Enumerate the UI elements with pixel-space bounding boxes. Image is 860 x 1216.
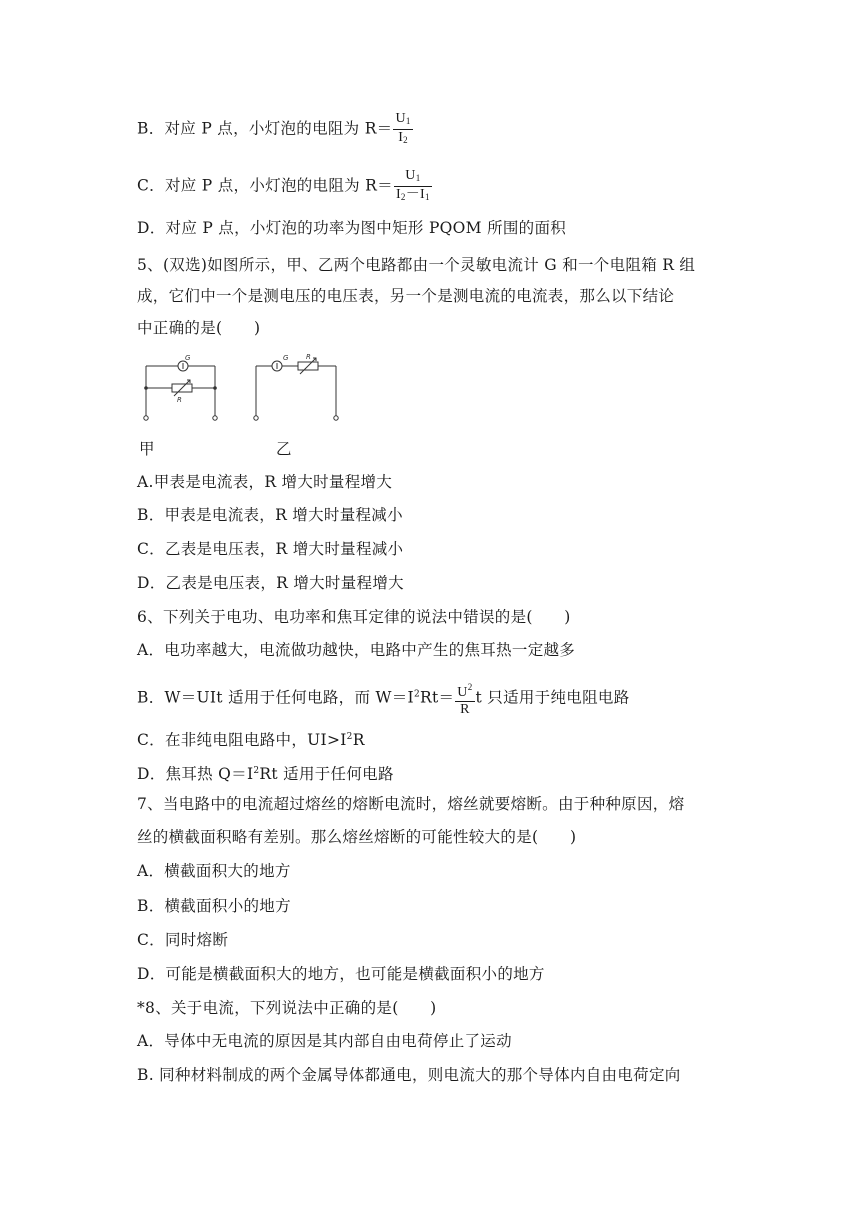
q7-stem-line1: 7、当电路中的电流超过熔丝的熔断电流时，熔丝就要熔断。由于种种原因，熔 bbox=[137, 795, 685, 813]
q6-option-c: C．在非纯电阻电路中，$UI>I^2R$ bbox=[137, 731, 365, 749]
q7-option-b: B．横截面积小的地方 bbox=[137, 897, 291, 915]
q6-stem: 6、下列关于电功、电功率和焦耳定律的说法中错误的是( ) bbox=[137, 608, 571, 626]
q7-stem-line2: 丝的横截面积略有差别。那么熔丝熔断的可能性较大的是( ) bbox=[137, 828, 577, 846]
q6-option-a: A．电功率越大，电流做功越快，电路中产生的焦耳热一定越多 bbox=[137, 641, 576, 659]
q5-stem-line3: 中正确的是( ) bbox=[137, 319, 261, 337]
q6-option-b: B．W＝UIt 适用于任何电路，而 $W=I^2Rt=$ $\frac{U^2}{R}$ t 只适用于纯电阻电路 bbox=[137, 679, 630, 718]
circuit-diagram-yi bbox=[250, 352, 346, 424]
q7-option-d: D．可能是横截面积大的地方，也可能是横截面积小的地方 bbox=[137, 965, 545, 983]
fraction-u2-over-r: $\frac{U^2}{R}$ bbox=[455, 679, 474, 718]
q5-option-c: C．乙表是电压表，R 增大时量程减小 bbox=[137, 540, 404, 558]
q5-option-d: D．乙表是电压表，R 增大时量程增大 bbox=[137, 574, 404, 592]
caption-jia: 甲 bbox=[139, 440, 155, 458]
fraction-u1-over-i2: $\frac{U_1}{I_2}$ bbox=[395, 111, 411, 145]
option-b-resistance: B．对应 P 点，小灯泡的电阻为 R＝ $\frac{U_1}{I_2}$ bbox=[137, 111, 414, 148]
q8-stem: *8、关于电流，下列说法中正确的是( ) bbox=[137, 999, 437, 1017]
svg-text:G: G bbox=[185, 354, 191, 362]
caption-yi: 乙 bbox=[276, 440, 292, 458]
svg-text:R: R bbox=[306, 353, 311, 361]
svg-text:R: R bbox=[177, 396, 182, 404]
q5-stem-line2: 成，它们中一个是测电压的电压表，另一个是测电流的电流表，那么以下结论 bbox=[137, 287, 675, 305]
q8-option-a: A．导体中无电流的原因是其内部自由电荷停止了运动 bbox=[137, 1032, 512, 1050]
q8-option-b: B. 同种材料制成的两个金属导体都通电，则电流大的那个导体内自由电荷定向 bbox=[137, 1066, 681, 1084]
q7-option-a: A．横截面积大的地方 bbox=[137, 862, 291, 880]
q5-stem-line1: 5、(双选)如图所示，甲、乙两个电路都由一个灵敏电流计 G 和一个电阻箱 R 组 bbox=[137, 256, 696, 274]
circuit-diagram-jia bbox=[138, 352, 222, 424]
q7-option-c: C．同时熔断 bbox=[137, 931, 229, 949]
option-c-resistance: C．对应 P 点，小灯泡的电阻为 R＝ $\frac{U_1}{I_2-I_1}$ bbox=[137, 168, 433, 205]
svg-text:G: G bbox=[283, 354, 289, 362]
option-d-power: D．对应 P 点，小灯泡的功率为图中矩形 PQOM 所围的面积 bbox=[137, 219, 567, 237]
fraction-u1-over-i2-minus-i1: $\frac{U_1}{I_2-I_1}$ bbox=[395, 168, 430, 202]
q5-option-a: A.甲表是电流表，R 增大时量程增大 bbox=[137, 473, 393, 491]
q5-option-b: B．甲表是电流表，R 增大时量程减小 bbox=[137, 506, 403, 524]
q6-option-d: D．焦耳热 $Q=I^2Rt$ 适用于任何电路 bbox=[137, 765, 394, 783]
